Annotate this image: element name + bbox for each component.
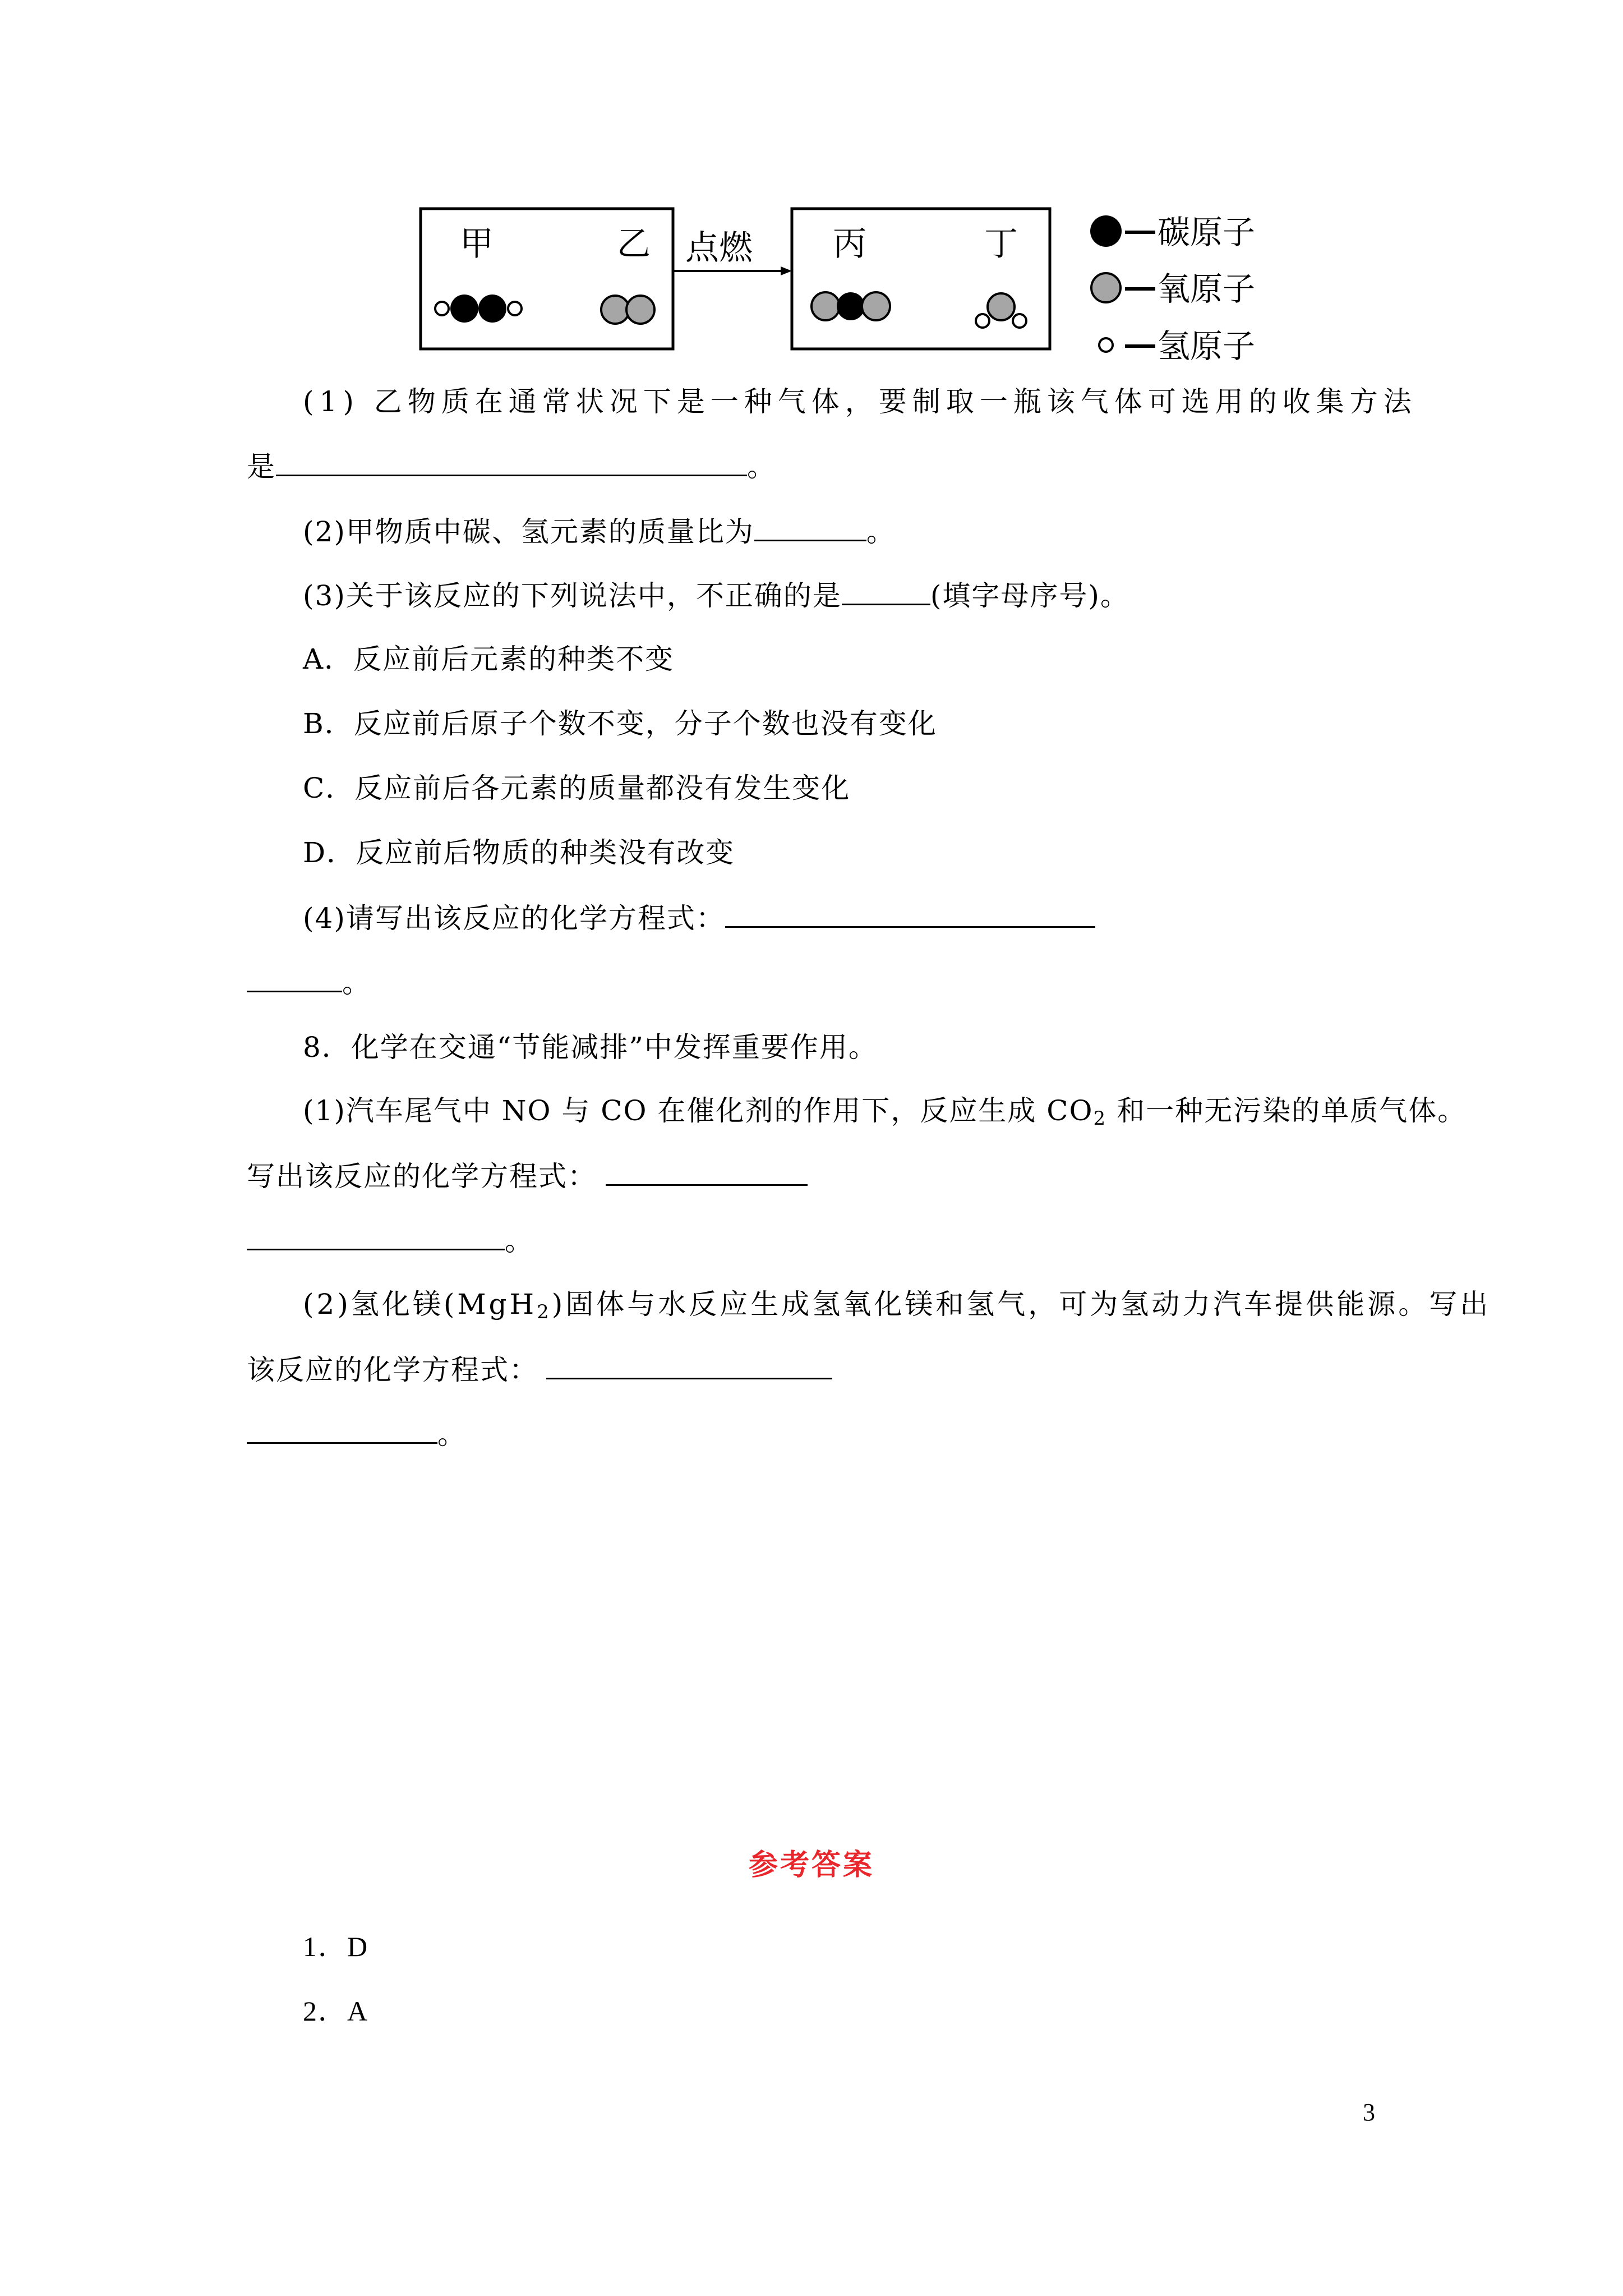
q1-line2: 是 。 <box>247 449 776 484</box>
legend-hydrogen: 氢原子 <box>1158 327 1256 365</box>
q2-line: (2)甲物质中碳、氢元素的质量比为 。 <box>303 514 896 549</box>
molecule-bing <box>811 292 890 320</box>
legend-carbon: 碳原子 <box>1158 213 1256 251</box>
label-bing: 丙 <box>833 224 866 264</box>
label-yi: 乙 <box>617 224 651 264</box>
molecule-jia <box>435 295 522 323</box>
q4-answer-blank-2[interactable] <box>247 965 342 992</box>
answers-title: 参考答案 <box>748 1848 874 1882</box>
oxygen-atom-icon <box>1091 273 1121 302</box>
reaction-diagram <box>415 196 1290 376</box>
q4-line2: 。 <box>247 965 371 1000</box>
hydrogen-atom-icon <box>1099 338 1113 352</box>
q1-line1: (1) 乙物质在通常状况下是一种气体，要制取一瓶该气体可选用的收集方法 <box>303 385 1417 418</box>
carbon-atom-icon <box>1090 215 1122 247</box>
q8-1-line2: 写出该反应的化学方程式： <box>247 1158 808 1193</box>
q8-2-line3: 。 <box>247 1416 467 1451</box>
page-number: 3 <box>1363 2099 1375 2126</box>
q1-answer-blank[interactable] <box>276 449 747 476</box>
q4-line: (4)请写出该反应的化学方程式： <box>303 900 1095 935</box>
q3-line: (3)关于该反应的下列说法中，不正确的是 (填字母序号)。 <box>303 578 1129 613</box>
q8-2-line1: (2)氢化镁(MgH$_2$)固体与水反应生成氢氧化镁和氢气，可为氢动力汽车提供能源。写出 <box>303 1288 1491 1323</box>
q8-1-answer-blank-1[interactable] <box>606 1158 808 1186</box>
arrow-head-icon <box>781 266 792 275</box>
q8-1-line3: 。 <box>247 1223 534 1258</box>
q4-answer-blank-1[interactable] <box>725 900 1095 928</box>
option-b: B．反应前后原子个数不变，分子个数也没有变化 <box>303 707 937 740</box>
q8-1-answer-blank-2[interactable] <box>247 1223 505 1250</box>
q8-2-line2: 该反应的化学方程式： <box>247 1352 832 1387</box>
arrow-label: 点燃 <box>685 228 753 268</box>
molecule-yi <box>601 296 654 324</box>
label-jia: 甲 <box>460 224 494 264</box>
molecule-ding <box>976 293 1026 328</box>
q8-2-answer-blank-2[interactable] <box>247 1416 437 1444</box>
q8-title: 8．化学在交通“节能减排”中发挥重要作用。 <box>303 1031 878 1064</box>
label-ding: 丁 <box>984 224 1018 264</box>
q2-answer-blank[interactable] <box>754 514 866 541</box>
legend-oxygen: 氧原子 <box>1158 270 1256 308</box>
q8-2-answer-blank-1[interactable] <box>546 1352 832 1379</box>
answer-item: 2．A <box>303 1995 369 2027</box>
option-a: A．反应前后元素的种类不变 <box>303 643 675 675</box>
q3-answer-blank[interactable] <box>842 578 930 605</box>
option-d: D．反应前后物质的种类没有改变 <box>303 836 735 869</box>
q8-1-line1: (1)汽车尾气中 NO 与 CO 在催化剂的作用下，反应生成 $CO_2$ 和一种无污染的单质气体。 <box>303 1094 1467 1130</box>
legend <box>1090 213 1255 365</box>
option-c: C．反应前后各元素的质量都没有发生变化 <box>303 772 851 804</box>
answer-item: 1．D <box>303 1931 369 1962</box>
